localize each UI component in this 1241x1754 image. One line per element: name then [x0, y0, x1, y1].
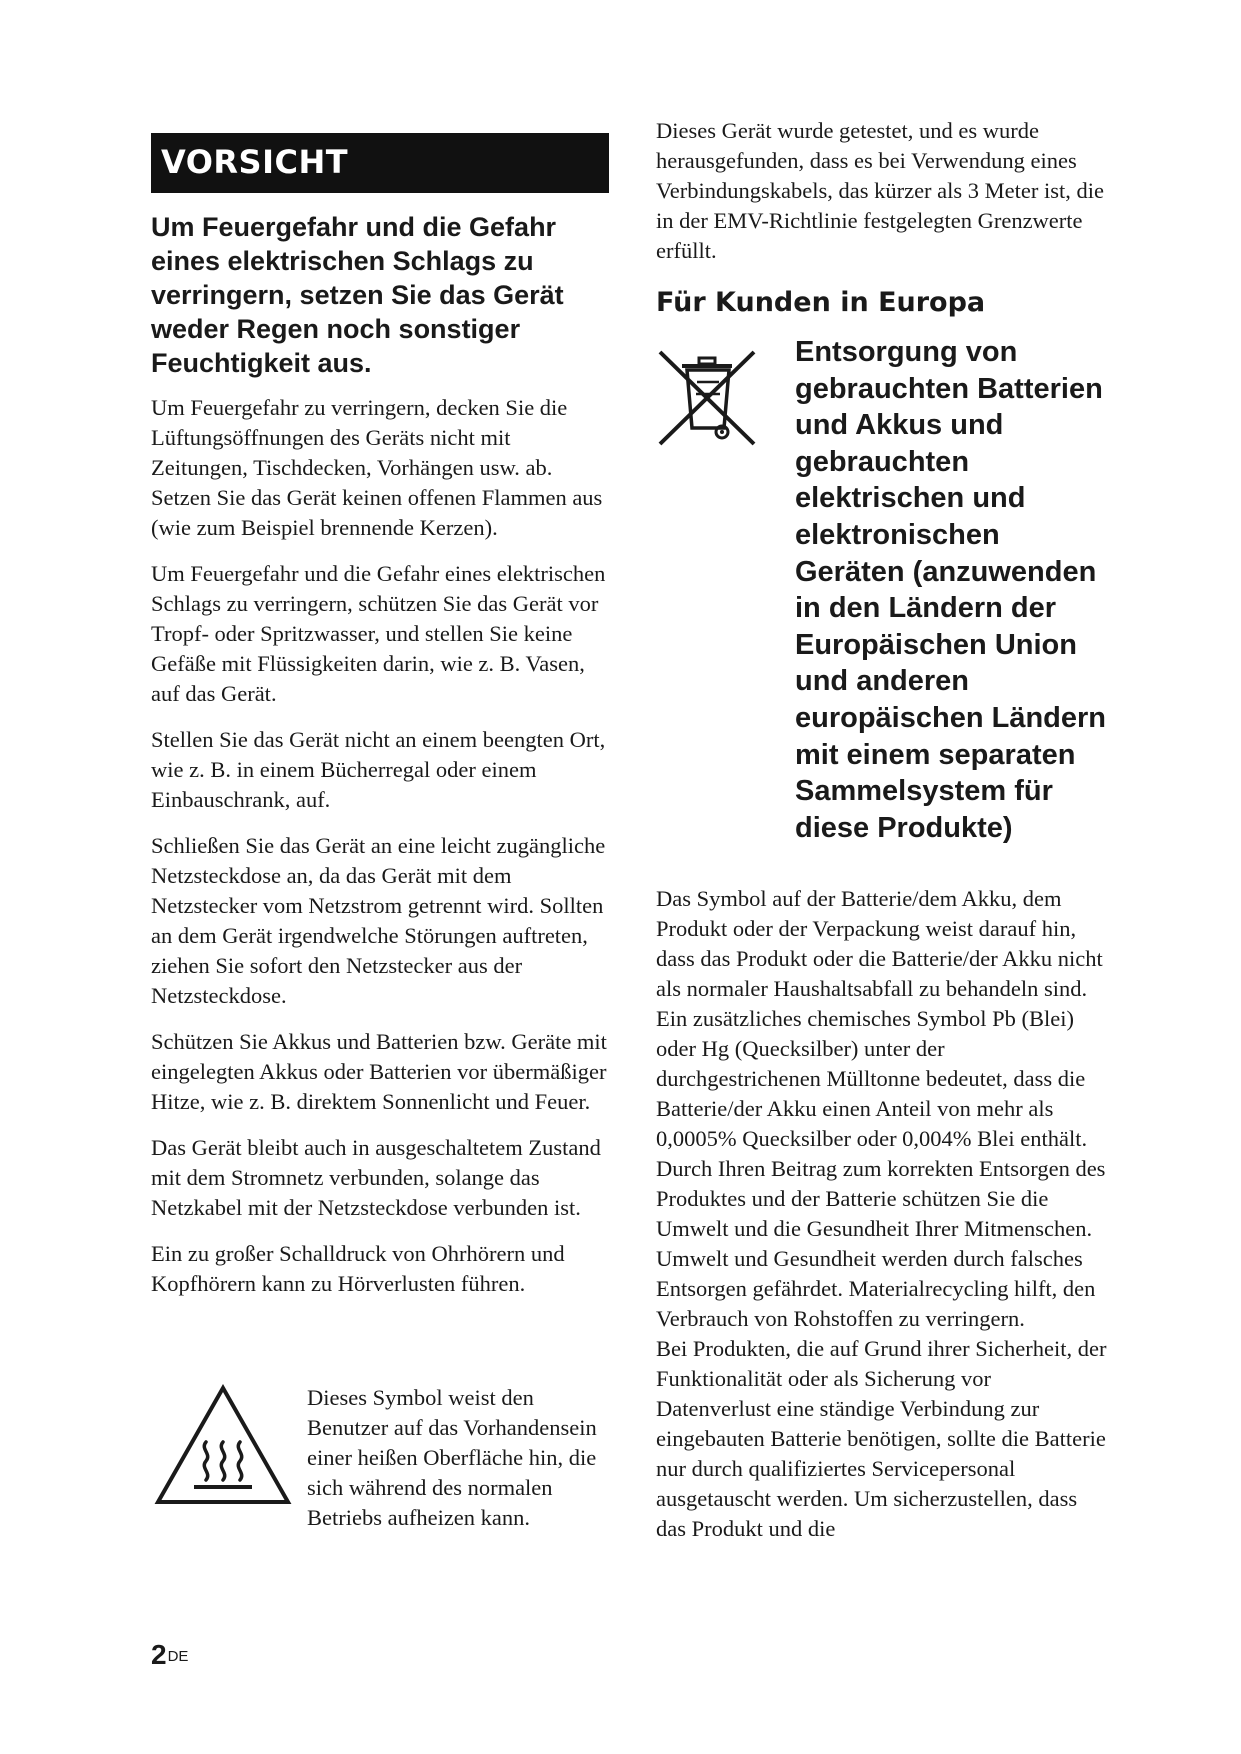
page-number	[151, 1638, 188, 1672]
banner-title: VORSICHT	[161, 143, 349, 181]
paragraph-outlet: Schließen Sie das Gerät an eine leicht zugängliche Netzsteckdose an, da das Gerät mit dem Netzstecker vom Netzstrom getrennt wird. Sollten an dem Gerät irgendwelche Störungen auftreten, ziehen Sie sofort den Netzstecker aus der Netzsteckdose.	[151, 833, 606, 1008]
europe-heading: Für Kunden in Europa	[656, 287, 986, 318]
emv-intro-paragraph: Dieses Gerät wurde getestet, und es wurde herausgefunden, dass es bei Verwendung eines Verbindungskabels, das kürzer als 3 Meter ist, die in der EMV-Richtlinie festgelegten Grenzwerte erfüllt.	[656, 118, 1105, 263]
hot-surface-text: Dieses Symbol weist den Benutzer auf das Vorhandensein einer heißen Oberfläche hin, die sich während des normalen Betriebs aufheizen kann.	[307, 1385, 597, 1530]
page-language-suffix: DE	[167, 1648, 189, 1665]
weee-heading: Entsorgung von gebrauchten Batterien und Akkus und gebrauchten elektrischen und elektronischen Geräten (anzuwenden in den Ländern der Europäischen Union und anderen europäischen Ländern mit einem separaten Sammelsystem für diese Produkte)	[795, 336, 1107, 844]
paragraph-standby: Das Gerät bleibt auch in ausgeschaltetem Zustand mit dem Stromnetz verbunden, solange das Netzkabel mit der Netzsteckdose verbunden ist.	[151, 1135, 601, 1220]
vorsicht-banner	[151, 133, 609, 193]
caution-paragraphs	[151, 393, 609, 1315]
warning-heading: Um Feuergefahr und die Gefahr eines elektrischen Schlags zu verringern, setzen Sie das Gerät weder Regen noch sonstiger Feuchtigkeit aus.	[151, 212, 564, 378]
hot-surface-notice	[151, 1383, 609, 1573]
hot-surface-warning-icon	[154, 1384, 292, 1508]
paragraph-placement: Stellen Sie das Gerät nicht an einem beengten Ort, wie z. B. in einem Bücherregal oder einem Einbauschrank, auf.	[151, 727, 606, 812]
weee-paragraph-1: Das Symbol auf der Batterie/dem Akku, dem Produkt oder der Verpackung weist darauf hin, dass das Produkt oder die Batterie/der Akku nicht als normaler Haushaltsabfall zu behandeln sind. Ein zusätzliches chemisches Symbol Pb (Blei) oder Hg (Quecksilber) unter der durchgestrichenen Mülltonne bedeutet, dass die Batterie/der Akku einen Anteil von mehr als 0,0005% Quecksilber oder 0,004% Blei enthält. Durch Ihren Beitrag zum korrekten Entsorgen des Produktes und der Batterie schützen Sie die Umwelt und die Gesundheit Ihrer Mitmenschen. Umwelt und Gesundheit werden durch falsches Entsorgen gefährdet. Materialrecycling hilft, den Verbrauch von Rohstoffen zu verringern.	[656, 886, 1106, 1331]
weee-body	[656, 884, 1108, 1544]
paragraph-ventilation: Um Feuergefahr zu verringern, decken Sie die Lüftungsöffnungen des Geräts nicht mit Zeitungen, Tischdecken, Vorhängen usw. ab. Setzen Sie das Gerät keinen offenen Flammen aus (wie zum Beispiel brennende Kerzen).	[151, 395, 603, 540]
paragraph-hearing: Ein zu großer Schalldruck von Ohrhörern und Kopfhörern kann zu Hörverlusten führen.	[151, 1241, 565, 1296]
page-number-value: 2	[151, 1639, 167, 1670]
crossed-out-wheelie-bin-icon	[652, 344, 762, 454]
weee-paragraph-2: Bei Produkten, die auf Grund ihrer Sicherheit, der Funktionalität oder als Sicherung vor Datenverlust eine ständige Verbindung zur eingebauten Batterie benötigen, sollte die Batterie nur durch qualifiziertes Servicepersonal ausgetauscht werden. Um sicherzustellen, dass das Produkt und die	[656, 1336, 1107, 1541]
paragraph-batteries: Schützen Sie Akkus und Batterien bzw. Geräte mit eingelegten Akkus oder Batterien vor übermäßiger Hitze, wie z. B. direktem Sonnenlicht und Feuer.	[151, 1029, 607, 1114]
paragraph-water: Um Feuergefahr und die Gefahr eines elektrischen Schlags zu verringern, schützen Sie das Gerät vor Tropf- oder Spritzwasser, und stellen Sie keine Gefäße mit Flüssigkeiten darin, wie z. B. Vasen, auf das Gerät.	[151, 561, 606, 706]
